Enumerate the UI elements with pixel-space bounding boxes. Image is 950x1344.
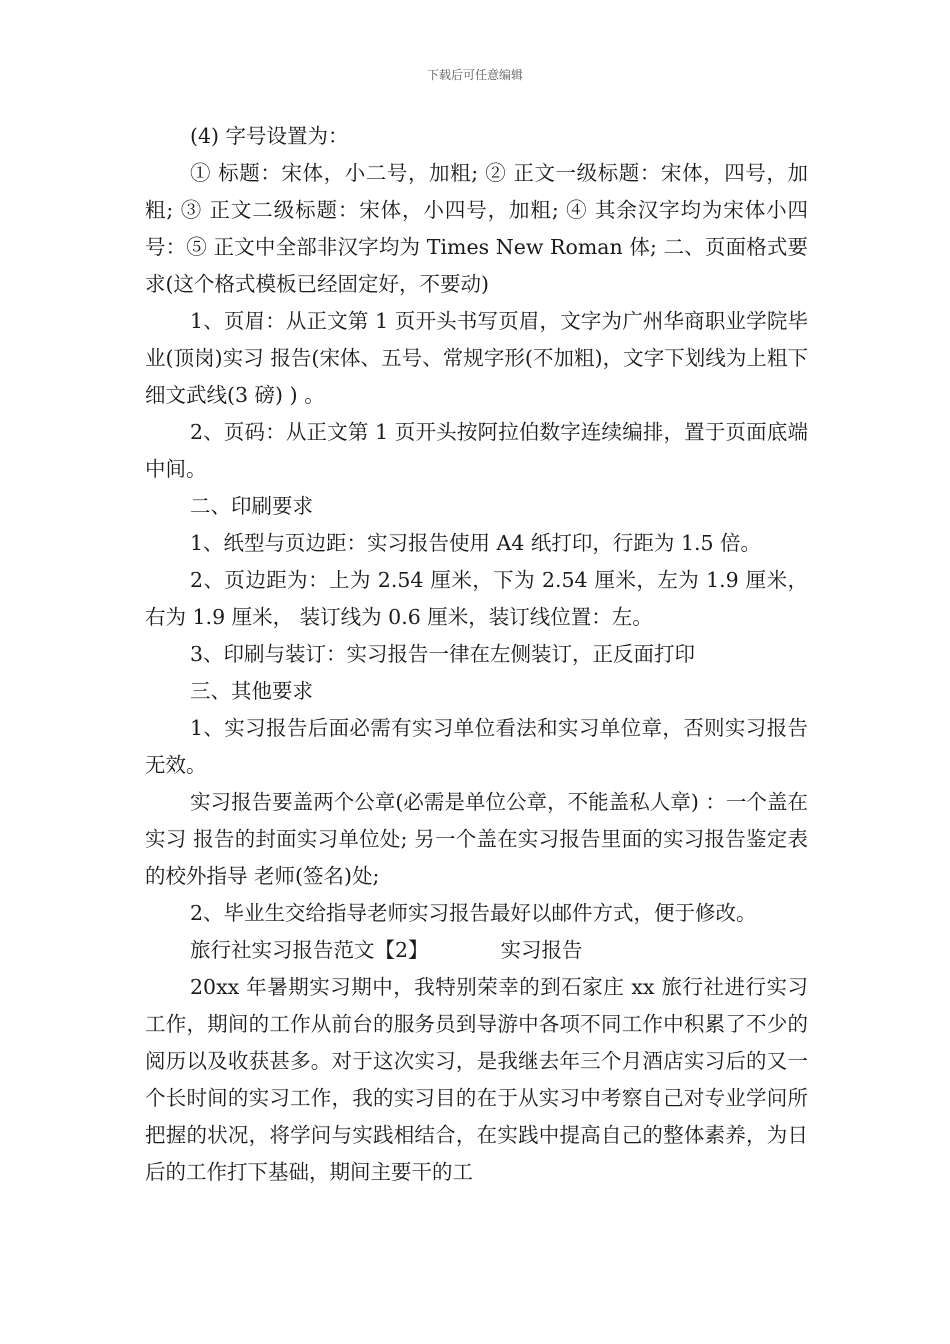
document-body: [145, 118, 808, 1191]
page-header: 下载后可任意编辑: [426, 68, 523, 82]
paragraph: 2、页边距为：上为 2.54 厘米，下为 2.54 厘米，左为 1.9 厘米，右为 1.9 厘米， 装订线为 0.6 厘米，装订线位置：左。: [145, 568, 808, 629]
article-subtitle: 实习报告: [500, 938, 583, 962]
paragraph: 3、印刷与装订：实习报告一律在左侧装订，正反面打印: [190, 642, 696, 666]
paragraph: 2、页码：从正文第 1 页开头按阿拉伯数字连续编排，置于页面底端中间。: [145, 420, 808, 481]
article-title: 旅行社实习报告范文【2】: [190, 938, 429, 962]
paragraph: (4) 字号设置为：: [190, 124, 349, 148]
section-heading: 二、印刷要求: [190, 494, 313, 518]
paragraph: 1、纸型与页边距：实习报告使用 A4 纸打印，行距为 1.5 倍。: [190, 531, 762, 555]
article-title-line: [145, 932, 808, 969]
paragraph: 1、页眉：从正文第 1 页开头书写页眉，文字为广州华商职业学院毕业(顶岗)实习 报告(宋体、五号、常规字形(不加粗)，文字下划线为上粗下细文武线(3 磅) ) 。: [145, 309, 808, 407]
paragraph: 实习报告要盖两个公章(必需是单位公章，不能盖私人章) ：一个盖在实习 报告的封面实习单位处; 另一个盖在实习报告里面的实习报告鉴定表的校外指导 老师(签名)处;: [145, 790, 808, 888]
paragraph: ① 标题：宋体，小二号，加粗; ② 正文一级标题：宋体，四号，加粗; ③ 正文二级标题：宋体，小四号，加粗; ④ 其余汉字均为宋体小四号：⑤ 正文中全部非汉字均为 Times New Roman 体; 二、页面格式要求(这个格式模板已经固定好，不要动): [145, 161, 808, 296]
paragraph: 1、实习报告后面必需有实习单位看法和实习单位章，否则实习报告无效。: [145, 716, 808, 777]
paragraph: 20xx 年暑期实习期中，我特别荣幸的到石家庄 xx 旅行社进行实习工作，期间的工作从前台的服务员到导游中各项不同工作中积累了不少的阅历以及收获甚多。对于这次实习，是我继去年三个月酒店实习后的又一个长时间的实习工作，我的实习目的在于从实习中考察自己对专业学问所把握的状况，将学问与实践相结合，在实践中提高自己的整体素养，为日后的工作打下基础，期间主要干的工: [145, 975, 808, 1184]
paragraph: 2、毕业生交给指导老师实习报告最好以邮件方式，便于修改。: [190, 901, 757, 925]
section-heading: 三、其他要求: [190, 679, 313, 703]
